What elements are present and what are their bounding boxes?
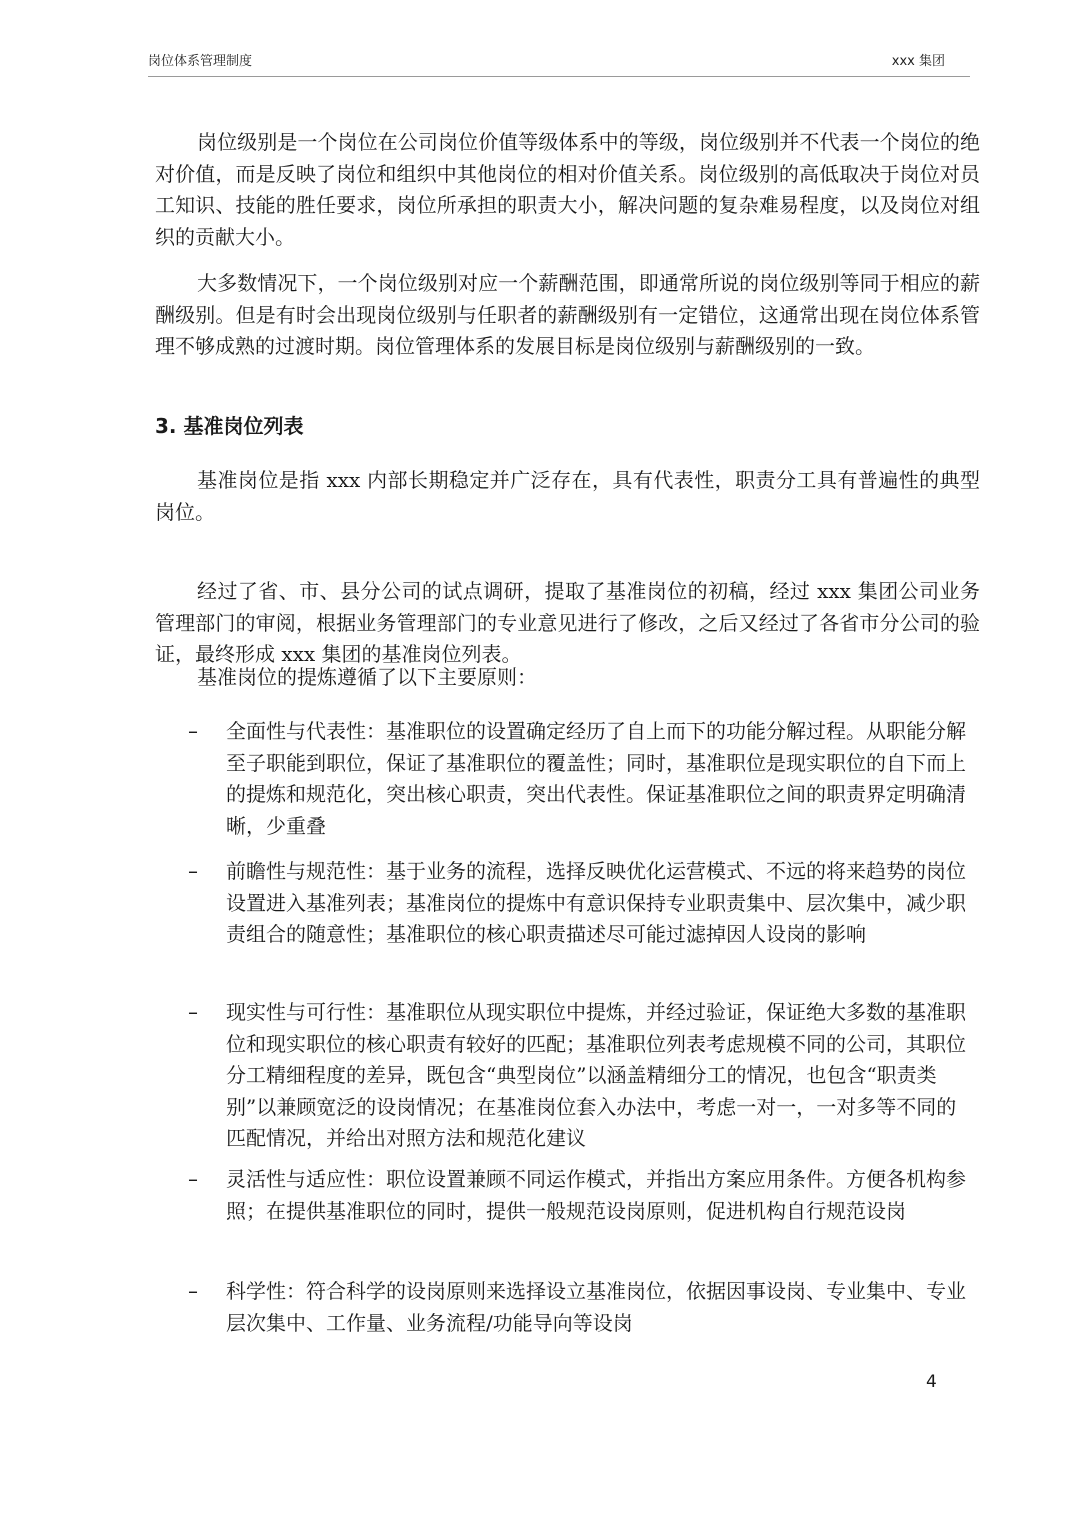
bullet-dash: – <box>188 1279 198 1303</box>
header-document-title: 岗位体系管理制度 <box>148 54 253 69</box>
list-item-text: 全面性与代表性：基准职位的设置确定经历了自上而下的功能分解过程。从职能分解至子职能到职位，保证了基准职位的覆盖性；同时，基准职位是现实职位的自下而上的提炼和规范化，突出核心职责，突出代表性。保证基准职位之间的职责界定明确清晰，少重叠 <box>226 719 966 838</box>
paragraph-benchmark-definition: 基准岗位是指 xxx 内部长期稳定并广泛存在，具有代表性，职责分工具有普遍性的典型岗位。 <box>155 468 980 524</box>
bullet-dash: – <box>188 859 198 883</box>
list-item-text: 灵活性与适应性：职位设置兼顾不同运作模式，并指出方案应用条件。方便各机构参照；在提供基准职位的同时，提供一般规范设岗原则，促进机构自行规范设岗 <box>226 1167 966 1223</box>
list-item-text: 前瞻性与规范性：基于业务的流程，选择反映优化运营模式、不远的将来趋势的岗位设置进入基准列表；基准岗位的提炼中有意识保持专业职责集中、层次集中，减少职责组合的随意性；基准职位的核心职责描述尽可能过滤掉因人设岗的影响 <box>226 859 966 946</box>
paragraph-job-level-definition: 岗位级别是一个岗位在公司岗位价值等级体系中的等级，岗位级别并不代表一个岗位的绝对价值，而是反映了岗位和组织中其他岗位的相对价值关系。岗位级别的高低取决于岗位对员工知识、技能的胜任要求，岗位所承担的职责大小，解决问题的复杂难易程度，以及岗位对组织的贡献大小。 <box>155 130 980 249</box>
page-number: 4 <box>926 1372 937 1392</box>
page-header <box>148 50 945 72</box>
section-heading: 3. 基准岗位列表 <box>155 414 304 438</box>
header-divider <box>148 76 970 77</box>
bullet-dash: – <box>188 1167 198 1191</box>
paragraph-principles-intro: 基准岗位的提炼遵循了以下主要原则： <box>197 665 537 689</box>
list-item-text: 科学性：符合科学的设岗原则来选择设立基准岗位，依据因事设岗、专业集中、专业层次集中、工作量、业务流程/功能导向等设岗 <box>226 1279 966 1335</box>
paragraph-benchmark-process: 经过了省、市、县分公司的试点调研，提取了基准岗位的初稿，经过 xxx 集团公司业务管理部门的审阅，根据业务管理部门的专业意见进行了修改，之后又经过了各省市分公司的验证，最终形成 xxx 集团的基准岗位列表。 <box>155 579 980 666</box>
paragraph-salary-level-relation: 大多数情况下，一个岗位级别对应一个薪酬范围，即通常所说的岗位级别等同于相应的薪酬级别。但是有时会出现岗位级别与任职者的薪酬级别有一定错位，这通常出现在岗位体系管理不够成熟的过渡时期。岗位管理体系的发展目标是岗位级别与薪酬级别的一致。 <box>155 271 980 358</box>
bullet-dash: – <box>188 1000 198 1024</box>
list-item-text: 现实性与可行性：基准职位从现实职位中提炼，并经过验证，保证绝大多数的基准职位和现实职位的核心职责有较好的匹配；基准职位列表考虑规模不同的公司，其职位分工精细程度的差异，既包含“典型岗位”以涵盖精细分工的情况，也包含“职责类别”以兼顾宽泛的设岗情况；在基准岗位套入办法中，考虑一对一，一对多等不同的匹配情况，并给出对照方法和规范化建议 <box>226 1000 966 1150</box>
header-company-name: xxx 集团 <box>891 54 945 69</box>
bullet-dash: – <box>188 719 198 743</box>
